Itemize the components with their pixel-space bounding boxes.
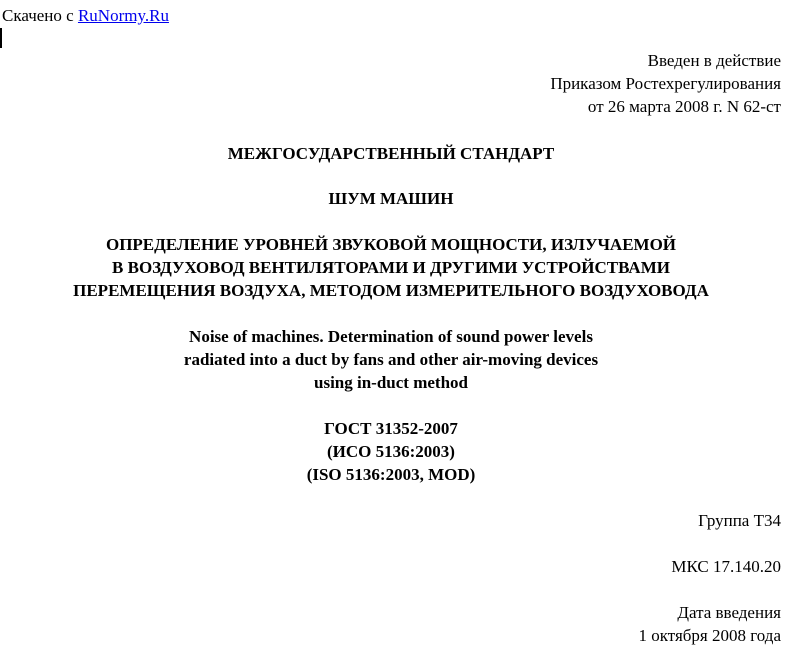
designations-block bbox=[0, 417, 782, 486]
gost-designation: ГОСТ 31352-2007 bbox=[324, 419, 458, 438]
subtitle-line-3: ПЕРЕМЕЩЕНИЯ ВОЗДУХА, МЕТОДОМ ИЗМЕРИТЕЛЬНОГО ВОЗДУХОВОДА bbox=[73, 281, 709, 300]
source-line bbox=[2, 4, 169, 27]
approval-line-3: от 26 марта 2008 г. N 62-ст bbox=[587, 97, 781, 116]
english-title-heading bbox=[0, 325, 782, 394]
intro-date-value: 1 октября 2008 года bbox=[638, 626, 781, 645]
english-title-line-2: radiated into a duct by fans and other air-moving devices bbox=[183, 350, 599, 369]
text-cursor bbox=[0, 28, 2, 48]
subtitle-line-1: ОПРЕДЕЛЕНИЕ УРОВНЕЙ ЗВУКОВОЙ МОЩНОСТИ, ИЗЛУЧАЕМОЙ bbox=[105, 235, 677, 254]
english-title-line-3: using in-duct method bbox=[314, 373, 468, 392]
english-title-line-1: Noise of machines. Determination of sound power levels bbox=[189, 327, 593, 346]
intro-date-label: Дата введения bbox=[677, 603, 781, 622]
subtitle-heading bbox=[0, 233, 782, 302]
mks-code: МКС 17.140.20 bbox=[671, 557, 781, 576]
source-prefix: Скачено с bbox=[2, 6, 78, 25]
group-code: Группа Т34 bbox=[698, 511, 781, 530]
source-link[interactable]: RuNormy.Ru bbox=[77, 6, 169, 25]
iso-designation-en: (ISO 5136:2003, MOD) bbox=[306, 465, 476, 484]
approval-line-1: Введен в действие bbox=[647, 51, 781, 70]
iso-designation-ru: (ИСО 5136:2003) bbox=[327, 442, 455, 461]
approval-block bbox=[550, 49, 781, 118]
main-title-text: ШУМ МАШИН bbox=[328, 189, 454, 208]
approval-line-2: Приказом Ростехрегулирования bbox=[550, 74, 781, 93]
main-title-heading bbox=[0, 187, 782, 210]
intro-date-block bbox=[638, 601, 781, 647]
standard-type-heading bbox=[0, 142, 782, 165]
subtitle-line-2: В ВОЗДУХОВОД ВЕНТИЛЯТОРАМИ И ДРУГИМИ УСТРОЙСТВАМИ bbox=[112, 258, 670, 277]
standard-type-text: МЕЖГОСУДАРСТВЕННЫЙ СТАНДАРТ bbox=[227, 144, 555, 163]
